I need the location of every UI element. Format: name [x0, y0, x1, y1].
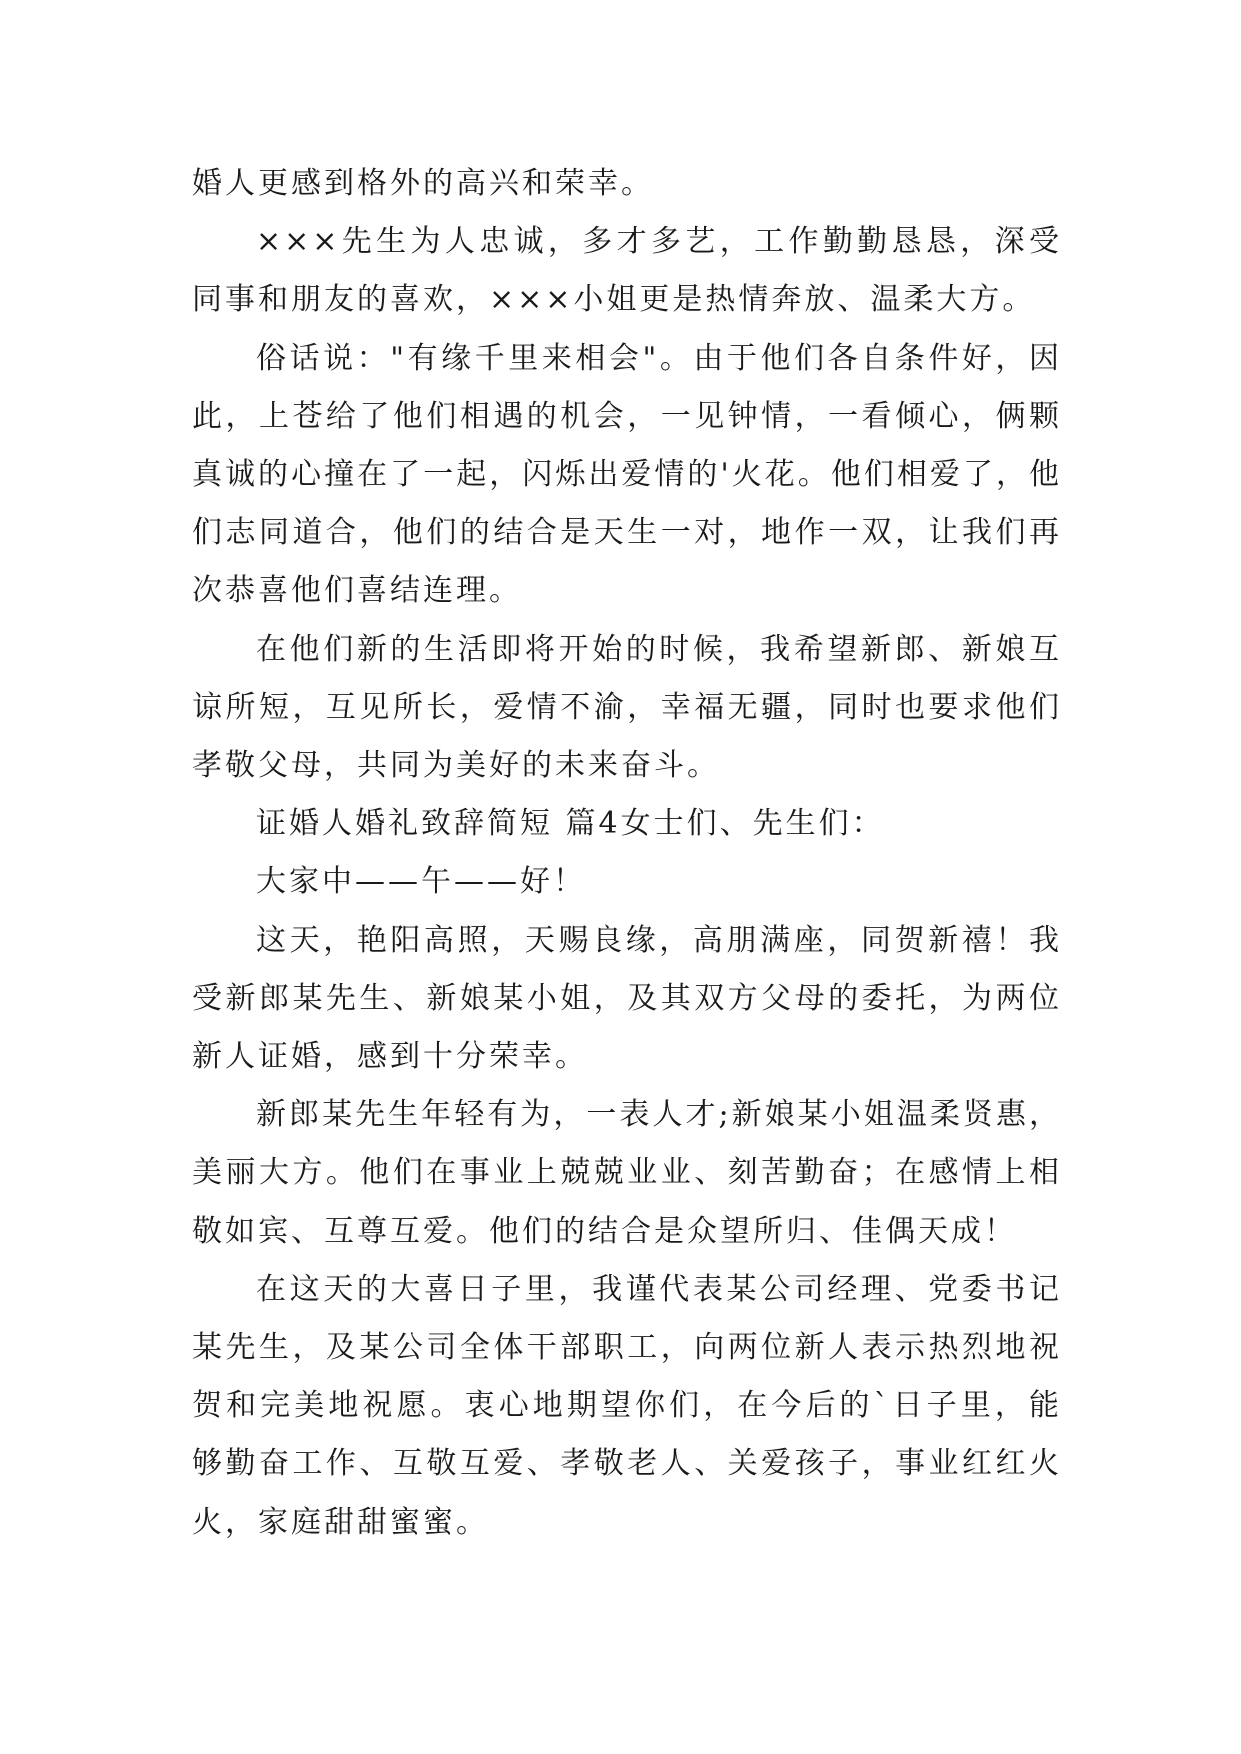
paragraph-couple-praise: 新郎某先生年轻有为，一表人才;新娘某小姐温柔贤惠，美丽大方。他们在事业上兢兢业业、刻苦勤奋；在感情上相敬如宾、互尊互爱。他们的结合是众望所归、佳偶天成！ [192, 1097, 1062, 1249]
paragraph-greeting: 大家中——午——好！ [256, 864, 586, 900]
paragraph-blessing: 在这天的大喜日子里，我谨代表某公司经理、党委书记某先生，及某公司全体干部职工，向两位新人表示热烈地祝贺和完美地祝愿。衷心地期望你们，在今后的`日子里，能够勤奋工作、互敬互爱、孝敬老人、关爱孩子，事业红红火火，家庭甜甜蜜蜜。 [192, 1271, 1062, 1540]
paragraph-proverb: 俗话说："有缘千里来相会"。由于他们各自条件好，因此，上苍给了他们相遇的机会，一见钟情，一看倾心，俩颗真诚的心撞在了一起，闪烁出爱情的'火花。他们相爱了，他们志同道合，他们的结合是天生一对，地作一双，让我们再次恭喜他们喜结连理。 [192, 340, 1062, 609]
paragraph-continuation: 婚人更感到格外的高兴和荣幸。 [192, 166, 654, 201]
paragraph-groom-description: ×××先生为人忠诚，多才多艺，工作勤勤恳恳，深受同事和朋友的喜欢，×××小姐更是热情奔放、温柔大方。 [192, 224, 1062, 318]
document-body [192, 155, 1062, 1552]
paragraph-wishes: 在他们新的生活即将开始的时候，我希望新郎、新娘互谅所短，互见所长，爱情不渝，幸福无疆，同时也要求他们孝敬父母，共同为美好的未来奋斗。 [192, 631, 1062, 784]
section-heading: 证婚人婚礼致辞简短 篇4女士们、先生们： [256, 806, 885, 842]
paragraph-introduction: 这天，艳阳高照，天赐良缘，高朋满座，同贺新禧！我受新郎某先生、新娘某小姐，及其双方父母的委托，为两位新人证婚，感到十分荣幸。 [192, 922, 1062, 1075]
